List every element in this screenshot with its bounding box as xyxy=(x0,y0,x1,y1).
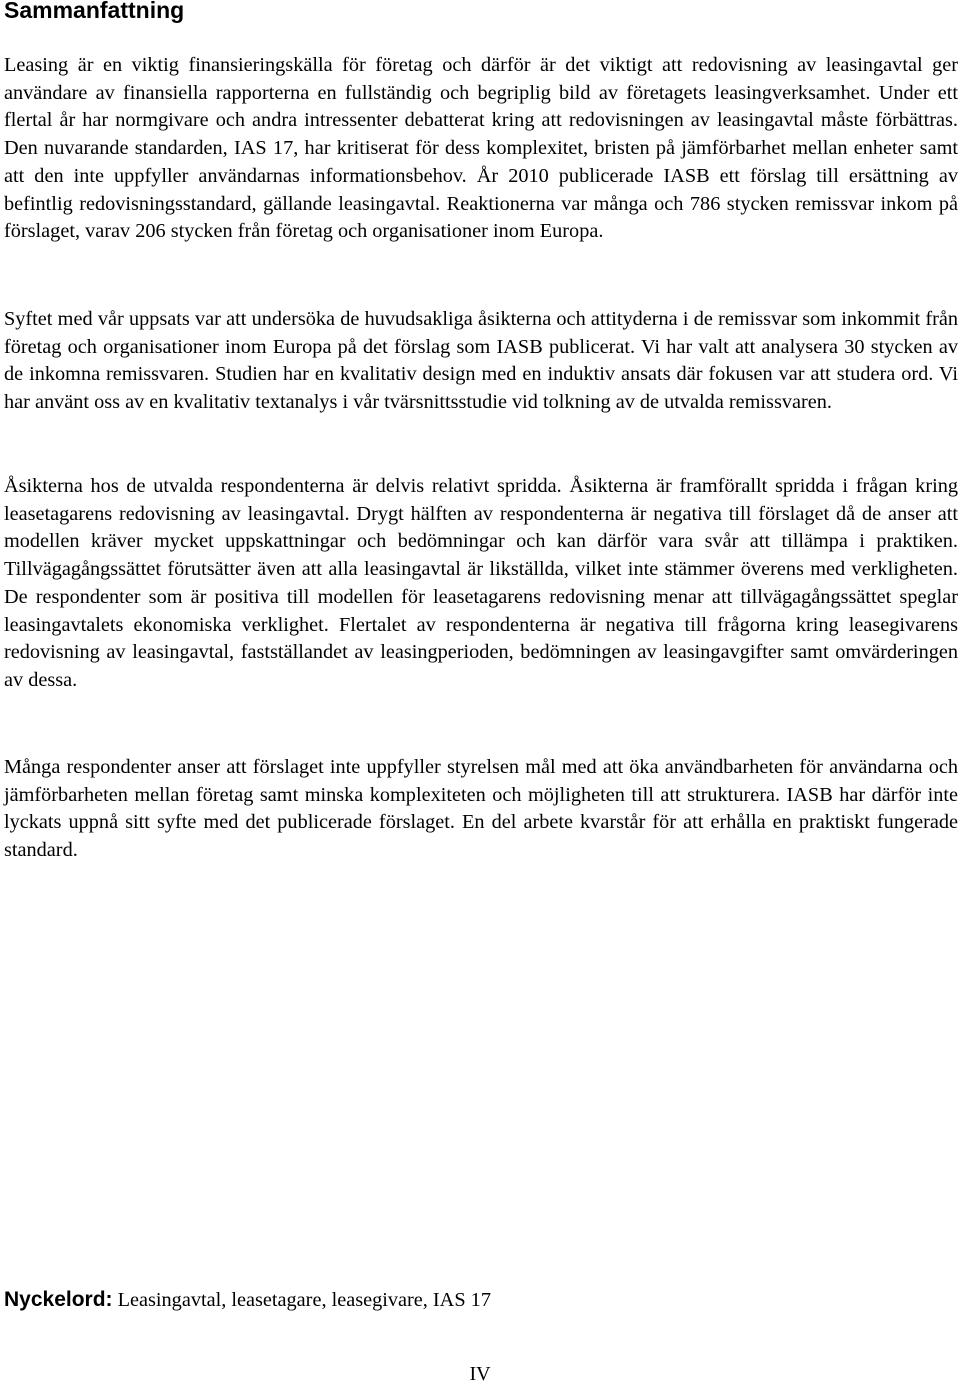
body-paragraph: Många respondenter anser att förslaget inte uppfyller styrelsen mål med att öka användbarheten för användarna och jämförbarheten mellan företag samt minska komplexiteten och möjligheten till att strukturera. IASB har därför inte lyckats uppnå sitt syfte med det publicerade förslaget. En del arbete kvarstår för att erhålla en praktiskt fungerade standard. xyxy=(4,756,958,862)
keywords-text: Leasingavtal, leasetagare, leasegivare, IAS 17 xyxy=(112,1289,491,1311)
body-paragraph: Syftet med vår uppsats var att undersöka de huvudsakliga åsikterna och attityderna i de remissvar som inkommit från företag och organisationer inom Europa på det förslag som IASB publicerat. Vi har valt att analysera 30 stycken av de inkomna remissvaren. Studien har en kvalitativ design med en induktiv ansats där fokusen var att studera ord. Vi har använt oss av en kvalitativ textanalys i vår tvärsnittsstudie vid tolkning av de utvalda remissvaren. xyxy=(4,308,958,414)
page-title: Sammanfattning xyxy=(4,0,185,23)
page-number: IV xyxy=(469,1363,491,1385)
keywords-label: Nyckelord: xyxy=(4,1288,113,1311)
body-paragraph: Åsikterna hos de utvalda respondenterna är delvis relativt spridda. Åsikterna är framförallt spridda i frågan kring leasetagarens redovisning av leasingavtal. Drygt hälften av respondenterna är negativa till förslaget då de anser att modellen kräver mycket uppskattningar och bedömningar och kan därför vara svår att tillämpa i praktiken. Tillvägagångssättet förutsätter även att alla leasingavtal är likställda, vilket inte stämmer överens med verkligheten. De respondenter som är positiva till modellen för leasetagarens redovisning menar att tillvägagångssättet speglar leasingavtalets ekonomiska verklighet. Flertalet av respondenterna är negativa till frågorna kring leasegivarens redovisning av leasingavtal, fastställandet av leasingperioden, bedömningen av leasingavgifter samt omvärderingen av dessa. xyxy=(4,475,958,691)
keywords-line xyxy=(4,1286,491,1314)
body-paragraph: Leasing är en viktig finansieringskälla för företag och därför är det viktigt att redovisning av leasingavtal ger användare av finansiella rapporterna en fullständig och begriplig bild av företagets leasingverksamhet. Under ett flertal år har normgivare och andra intressenter debatterat kring att redovisningen av leasingavtal måste förbättras. Den nuvarande standarden, IAS 17, har kritiserat för dess komplexitet, bristen på jämförbarhet mellan enheter samt att den inte uppfyller användarnas informationsbehov. År 2010 publicerade IASB ett förslag till ersättning av befintlig redovisningsstandard, gällande leasingavtal. Reaktionerna var många och 786 stycken remissvar inkom på förslaget, varav 206 stycken från företag och organisationer inom Europa. xyxy=(4,54,958,243)
